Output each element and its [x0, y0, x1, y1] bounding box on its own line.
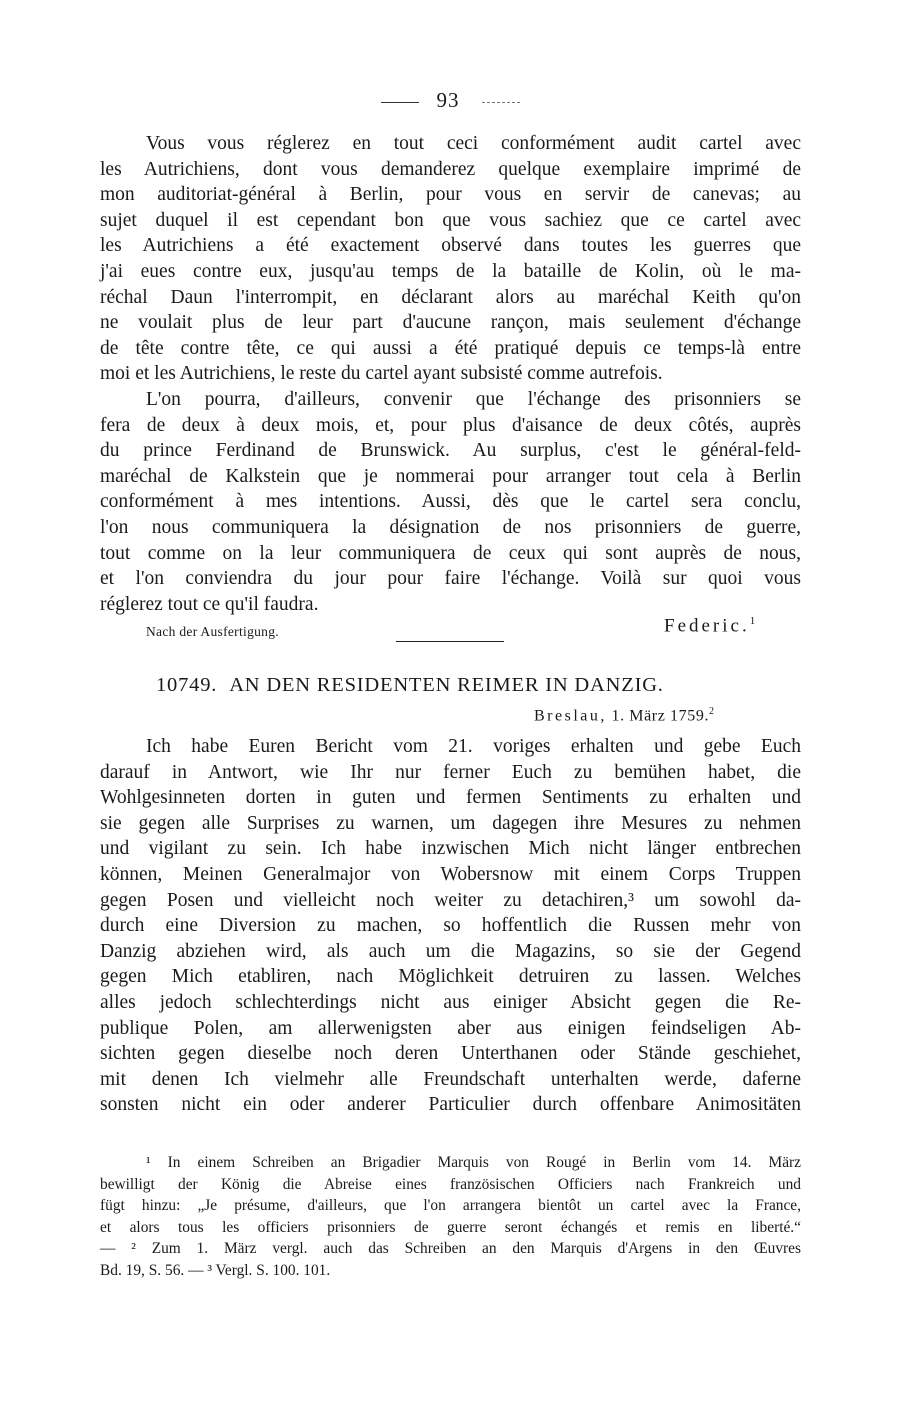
text-line: Danzig abziehen wird, als auch um die Magazins, so sie der Gegend	[100, 940, 801, 962]
text-line: publique Polen, am allerwenigsten aber aus einigen feindseligen Ab-	[100, 1017, 801, 1039]
footnote-ref: 2	[709, 706, 715, 717]
text-line: und vigilant zu sein. Ich habe inzwischen Mich nicht länger entbrechen	[100, 838, 801, 860]
letter-paragraph-1	[100, 131, 801, 387]
text-line: j'ai eues contre eux, jusqu'au temps de la bataille de Kolin, où le ma-	[100, 260, 801, 282]
text-line: Ich habe Euren Bericht vom 21. voriges erhalten und gebe Euch	[146, 736, 801, 757]
text-line: les Autrichiens, dont vous demanderez quelque exemplaire imprimé de	[100, 158, 801, 180]
footnote-line: fügt hinzu: „Je présume, d'ailleurs, que l'on arrangera bientôt un cartel avec la France,	[100, 1197, 801, 1215]
place: Breslau,	[534, 707, 607, 725]
text-line: du prince Ferdinand de Brunswick. Au surplus, c'est le général-feld-	[100, 440, 801, 462]
footnote-ref: 1	[749, 615, 756, 627]
header-rule-right	[482, 102, 520, 103]
text-line: fera de deux à deux mois, et, pour plus d'aisance de deux côtés, auprès	[100, 414, 801, 436]
signature	[664, 615, 755, 637]
text-line: darauf in Antwort, wie Ihr nur ferner Euch zu bemühen habet, die	[100, 761, 801, 783]
document-body	[100, 734, 801, 1118]
text-line: conformément à mes intentions. Aussi, dès que le cartel sera conclu,	[100, 491, 801, 513]
text-line: alles jedoch schlechterdings nicht aus einiger Absicht gegen die Re-	[100, 991, 801, 1013]
text-line: gegen Mich etabliren, nach Möglichkeit detruiren zu lassen. Welches	[100, 966, 801, 988]
text-line: L'on pourra, d'ailleurs, convenir que l'échange des prisonniers se	[146, 389, 801, 410]
header-rule-left	[381, 102, 419, 103]
text-line: mon auditoriat-général à Berlin, pour vous en servir de canevas; au	[100, 184, 801, 206]
document-heading	[156, 674, 664, 697]
place-date	[534, 706, 715, 725]
text-line: Vous vous réglerez en tout ceci conformément audit cartel avec	[146, 133, 801, 154]
document-title: AN DEN RESIDENTEN REIMER IN DANZIG.	[229, 674, 664, 696]
text-line: Wohlgesinneten dorten in guten und fermen Sentiments zu erhalten und	[100, 787, 801, 809]
text-line: et l'on conviendra du jour pour faire l'échange. Voilà sur quoi vous	[100, 568, 801, 590]
text-line: les Autrichiens a été exactement observé dans toutes les guerres que	[100, 235, 801, 257]
letter-paragraph-2	[100, 387, 801, 617]
signature-rule	[396, 641, 504, 642]
footnote-line: ¹ In einem Schreiben an Brigadier Marquis von Rougé in Berlin vom 14. März	[146, 1154, 801, 1171]
text-line: sie gegen alle Surprises zu warnen, um dagegen ihre Mesures zu nehmen	[100, 812, 801, 834]
text-line: sonsten nicht ein oder anderer Particulier durch offenbare Animositäten	[100, 1094, 801, 1116]
text-line: durch eine Diversion zu machen, so hoffentlich die Russen mehr von	[100, 915, 801, 937]
footnotes	[100, 1152, 801, 1282]
footnote-line: — ² Zum 1. März vergl. auch das Schreiben an den Marquis d'Argens in den Œuvres	[100, 1240, 801, 1258]
page-number: 93	[436, 88, 460, 112]
signature-name: Federic.	[664, 615, 750, 637]
footnote-line: et alors tous les officiers prisonniers de guerre seront échangés et remis en liberté.“	[100, 1218, 801, 1236]
text-line: moi et les Autrichiens, le reste du cartel ayant subsisté comme autrefois.	[100, 363, 663, 385]
text-line: maréchal de Kalkstein que je nommerai pour arranger tout cela à Berlin	[100, 465, 801, 487]
text-line: gegen Posen und vielleicht noch weiter zu detachiren,³ um sowohl da-	[100, 889, 801, 911]
footnote-line: bewilligt der König die Abreise eines französischen Officiers nach Frankreich und	[100, 1175, 801, 1193]
text-line: ne voulait plus de leur part d'aucune rançon, mais seulement d'échange	[100, 312, 801, 334]
text-line: sichten gegen dieselbe noch deren Unterthanen oder Stände geschiehet,	[100, 1043, 801, 1065]
date: 1. März 1759.	[611, 707, 710, 725]
document-number: 10749.	[156, 674, 218, 696]
text-line: l'on nous communiquera la désignation de nos prisonniers de guerre,	[100, 516, 801, 538]
text-line: réglerez tout ce qu'il faudra.	[100, 593, 319, 615]
footnote-line: Bd. 19, S. 56. — ³ Vergl. S. 100. 101.	[100, 1261, 331, 1279]
text-line: réchal Daun l'interrompit, en déclarant alors au maréchal Keith qu'on	[100, 286, 801, 308]
text-line: mit denen Ich vielmehr alle Freundschaft unterhalten werde, daferne	[100, 1068, 801, 1090]
text-line: tout comme on la leur communiquera de ceux qui sont auprès de nous,	[100, 542, 801, 564]
text-line: de tête contre tête, ce qui aussi a été pratiqué depuis ce temps-là entre	[100, 337, 801, 359]
text-line: können, Meinen Generalmajor von Wobersnow mit einem Corps Truppen	[100, 863, 801, 885]
page-header	[0, 88, 900, 113]
text-line: sujet duquel il est cependant bon que vous sachiez que ce cartel avec	[100, 209, 801, 231]
source-note: Nach der Ausfertigung.	[146, 624, 279, 639]
